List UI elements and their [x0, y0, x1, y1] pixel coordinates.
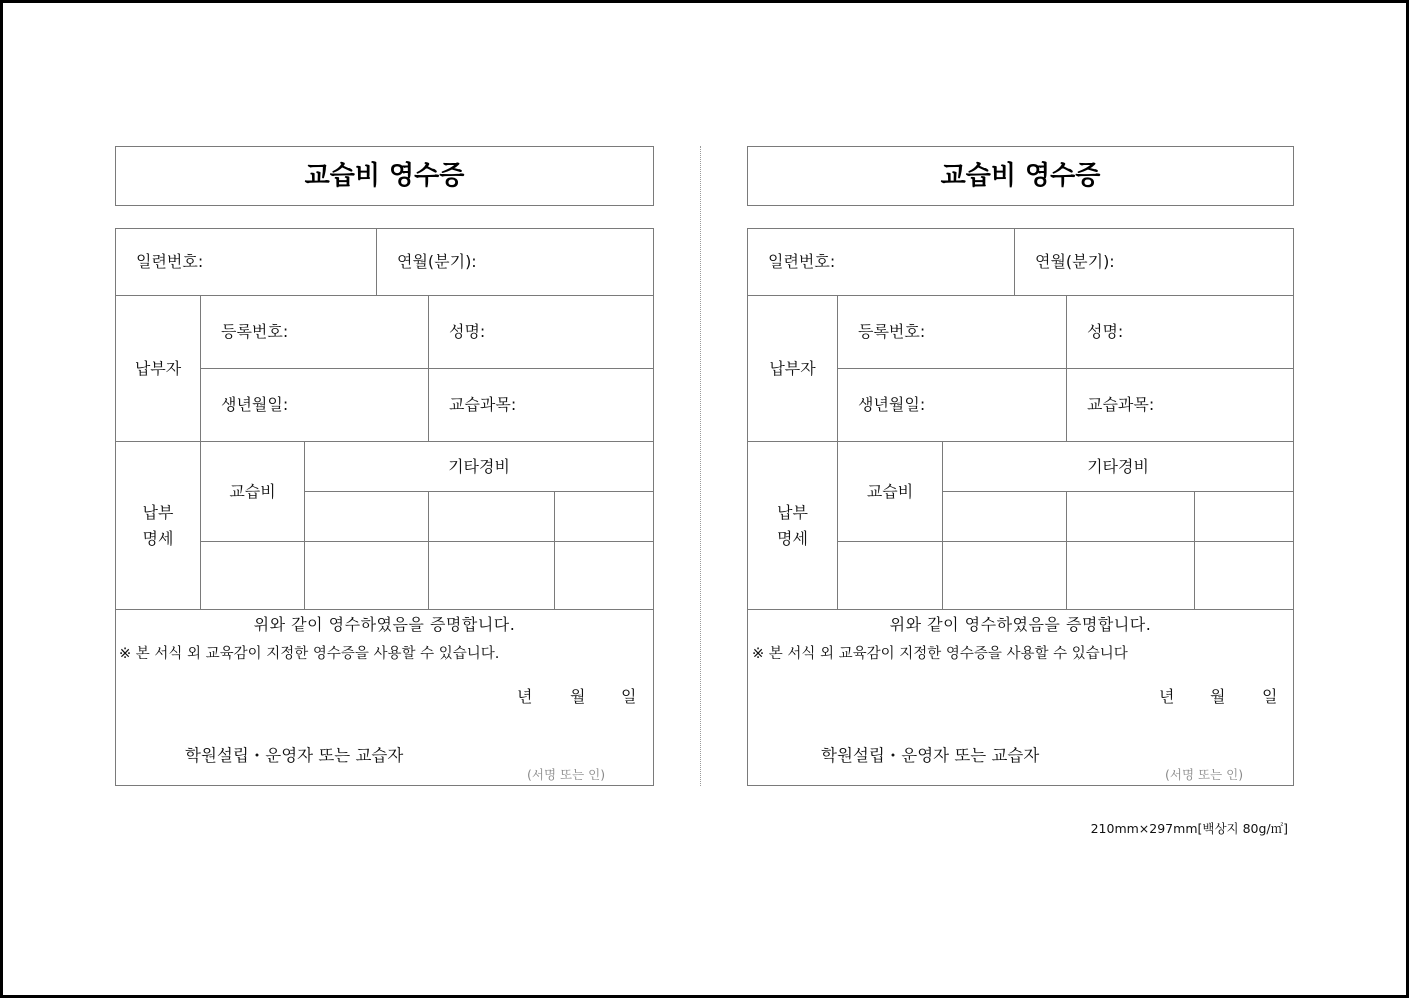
date-year-label: 년 [517, 687, 533, 706]
other-expense-amount-cell [1194, 541, 1294, 610]
receipt-title-box [747, 146, 1294, 206]
notice-text: ※ 본 서식 외 교육감이 지정한 영수증을 사용할 수 있습니다 [752, 646, 1128, 662]
tuition-amount-cell [837, 541, 943, 610]
issuer-text: 학원설립・운영자 또는 교습자 [821, 746, 1040, 765]
other-expense-amount-cell [942, 541, 1067, 610]
registration-number-label: 등록번호: [221, 322, 289, 341]
other-expense-item-cell [942, 491, 1067, 542]
other-expense-item-cell [1194, 491, 1294, 542]
other-expense-amount-cell [554, 541, 654, 610]
signature-hint: (서명 또는 인) [527, 767, 606, 782]
name-label: 성명: [449, 322, 486, 341]
receipt-left [115, 146, 654, 786]
date-month-label: 월 [1210, 687, 1226, 706]
signature-hint: (서명 또는 인) [1165, 767, 1244, 782]
period-label: 연월(분기): [397, 252, 477, 271]
subject-cell [1066, 368, 1294, 442]
paper-spec-note: 210mm×297mm[백상지 80g/㎡] [1090, 821, 1288, 836]
name-cell [1066, 295, 1294, 369]
tuition-label: 교습비 [866, 481, 914, 501]
receipt-title: 교습비 영수증 [304, 161, 465, 191]
tuition-header-cell [200, 441, 305, 542]
date-month-label: 월 [570, 687, 586, 706]
tuition-label: 교습비 [229, 481, 276, 501]
other-expenses-header-cell [942, 441, 1294, 492]
serial-number-cell [115, 228, 377, 296]
other-expense-item-cell [428, 491, 555, 542]
certification-text: 위와 같이 영수하였음을 증명합니다. [253, 615, 516, 634]
other-expense-amount-cell [304, 541, 429, 610]
payer-header-cell [115, 295, 201, 442]
tuition-header-cell [837, 441, 943, 542]
date-day-label: 일 [621, 687, 637, 706]
birthdate-cell [837, 368, 1067, 442]
payer-label: 납부자 [769, 358, 816, 378]
payer-label: 납부자 [134, 358, 182, 378]
payment-detail-header-cell [747, 441, 838, 610]
certification-block [747, 609, 1294, 786]
receipt-right [747, 146, 1294, 786]
payment-detail-label-line2: 명세 [777, 528, 808, 548]
certification-block [115, 609, 654, 786]
issuer-text: 학원설립・운영자 또는 교습자 [185, 746, 404, 765]
name-label: 성명: [1087, 322, 1124, 341]
other-expenses-label: 기타경비 [1087, 456, 1149, 476]
tuition-amount-cell [200, 541, 305, 610]
payment-detail-label-line1: 납부 [142, 502, 174, 522]
birthdate-label: 생년월일: [858, 395, 926, 414]
receipt-title-box [115, 146, 654, 206]
period-cell [1014, 228, 1294, 296]
registration-number-cell [837, 295, 1067, 369]
date-year-label: 년 [1159, 687, 1175, 706]
payment-detail-header-cell [115, 441, 201, 610]
subject-label: 교습과목: [449, 395, 517, 414]
registration-number-label: 등록번호: [858, 322, 926, 341]
subject-cell [428, 368, 654, 442]
other-expense-item-cell [304, 491, 429, 542]
other-expense-amount-cell [1066, 541, 1195, 610]
registration-number-cell [200, 295, 429, 369]
payment-detail-label-line2: 명세 [142, 528, 174, 548]
period-cell [376, 228, 654, 296]
name-cell [428, 295, 654, 369]
birthdate-label: 생년월일: [221, 395, 289, 414]
cut-line-divider [700, 146, 701, 786]
serial-number-label: 일련번호: [768, 252, 836, 271]
serial-number-cell [747, 228, 1015, 296]
other-expenses-header-cell [304, 441, 654, 492]
birthdate-cell [200, 368, 429, 442]
date-day-label: 일 [1262, 687, 1278, 706]
subject-label: 교습과목: [1087, 395, 1155, 414]
receipt-title: 교습비 영수증 [940, 161, 1101, 191]
payer-header-cell [747, 295, 838, 442]
serial-number-label: 일련번호: [136, 252, 204, 271]
other-expense-item-cell [554, 491, 654, 542]
other-expense-item-cell [1066, 491, 1195, 542]
notice-text: ※ 본 서식 외 교육감이 지정한 영수증을 사용할 수 있습니다. [119, 646, 500, 662]
other-expense-amount-cell [428, 541, 555, 610]
period-label: 연월(분기): [1035, 252, 1115, 271]
other-expenses-label: 기타경비 [448, 456, 510, 476]
payment-detail-label-line1: 납부 [777, 502, 808, 522]
certification-text: 위와 같이 영수하였음을 증명합니다. [889, 615, 1152, 634]
